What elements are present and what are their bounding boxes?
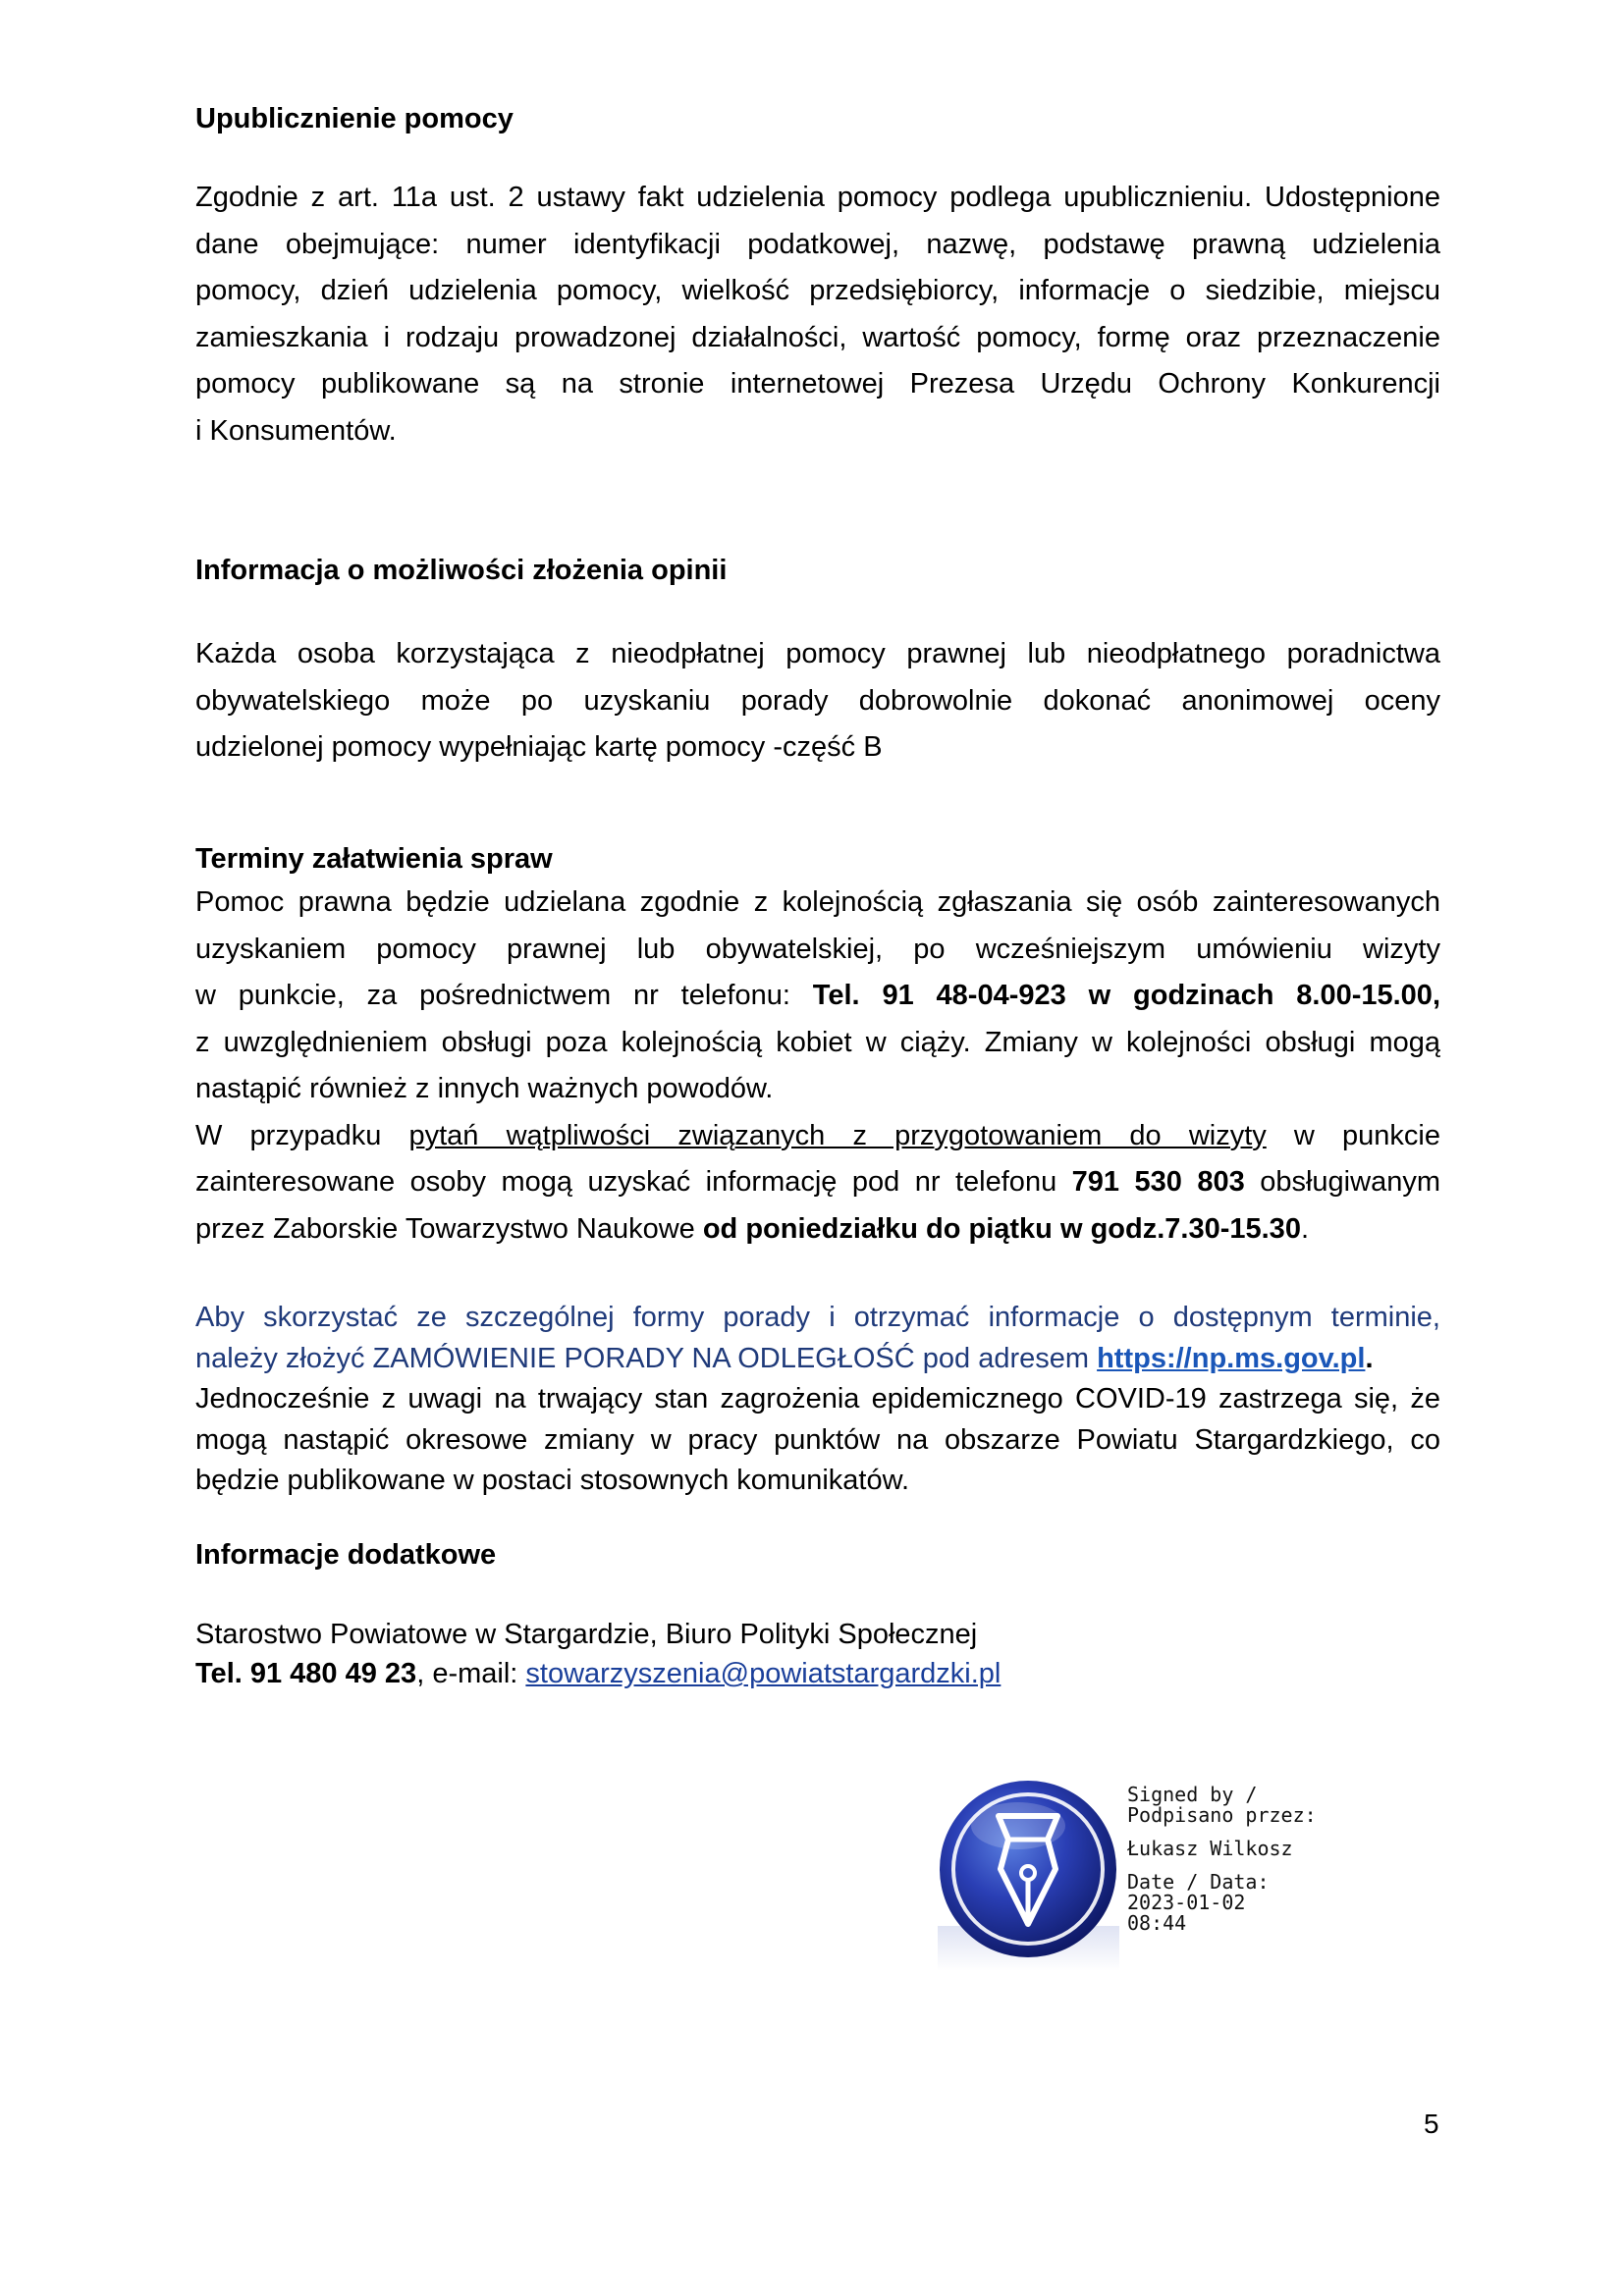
heading-upublicznienie: Upublicznienie pomocy	[195, 103, 514, 134]
signature-block	[1127, 1785, 1317, 1934]
heading-terminy: Terminy załatwienia spraw	[195, 843, 553, 875]
hours-bold: od poniedziałku do piątku w godz.7.30-15.30	[702, 1212, 1301, 1245]
text-segment: .	[1365, 1342, 1374, 1374]
phone-hours-bold: Tel. 91 48-04-923 w godzinach 8.00-15.00,	[812, 980, 1440, 1011]
date-label: Date / Data:	[1127, 1870, 1270, 1894]
text-line: Aby skorzystać ze szczególnej formy porady i otrzymać informacje o dostępnym terminie,	[195, 1302, 1440, 1333]
text-line	[195, 1113, 1440, 1160]
text-line: Starostwo Powiatowe w Stargardzie, Biuro Polityki Społecznej	[195, 1619, 978, 1650]
page-number: 5	[1424, 2109, 1439, 2139]
text-line: dane obejmujące: numer identyfikacji podatkowej, nazwę, podstawę prawną udzielenia	[195, 228, 1440, 260]
text-segment: zainteresowane osoby mogą uzyskać informację pod nr telefonu	[195, 1166, 1072, 1198]
text-segment: .	[1300, 1212, 1310, 1245]
fountain-pen-nib-icon	[938, 1779, 1119, 1971]
email-link[interactable]: stowarzyszenia@powiatstargardzki.pl	[525, 1658, 1001, 1689]
text-line: obywatelskiego może po uzyskaniu porady dobrowolnie dokonać anonimowej oceny	[195, 684, 1440, 717]
text-line: pomocy, dzień udzielenia pomocy, wielkość przedsiębiorcy, informacje o siedzibie, miejscu	[195, 275, 1440, 306]
phone-bold: Tel. 91 480 49 23	[195, 1658, 417, 1689]
text-line: i Konsumentów.	[195, 414, 397, 447]
text-line: zamieszkania i rodzaju prowadzonej działalności, wartość pomocy, formę oraz przeznaczenie	[195, 321, 1440, 353]
signature-time: 08:44	[1127, 1911, 1187, 1935]
text-segment: W przypadku	[195, 1119, 409, 1151]
signed-by-label: Signed by /	[1127, 1783, 1258, 1806]
text-line: Pomoc prawna będzie udzielana zgodnie z kolejnością zgłaszania się osób zainteresowanych	[195, 886, 1440, 918]
text-segment: należy złożyć ZAMÓWIENIE PORADY NA ODLEGŁOŚĆ pod adresem	[195, 1342, 1098, 1374]
heading-informacje-dodatkowe: Informacje dodatkowe	[195, 1539, 497, 1571]
text-line: Jednocześnie z uwagi na trwający stan zagrożenia epidemicznego COVID-19 zastrzega się, że	[195, 1383, 1440, 1415]
signed-by-label: Podpisano przez:	[1127, 1803, 1317, 1827]
text-line	[195, 1159, 1440, 1206]
signature-date: 2023-01-02	[1127, 1891, 1246, 1914]
text-line	[195, 973, 1440, 1020]
ms-gov-link[interactable]: https://np.ms.gov.pl	[1097, 1342, 1366, 1374]
text-segment: przez Zaborskie Towarzystwo Naukowe	[195, 1212, 703, 1245]
text-line: mogą nastąpić okresowe zmiany w pracy punktów na obszarze Powiatu Stargardzkiego, co	[195, 1423, 1440, 1456]
text-line: Każda osoba korzystająca z nieodpłatnej pomocy prawnej lub nieodpłatnego poradnictwa	[195, 638, 1440, 669]
paragraph-upublicznienie	[195, 175, 1440, 454]
text-line	[195, 1654, 1440, 1693]
text-line: udzielonej pomocy wypełniając kartę pomocy -część B	[195, 731, 883, 763]
text-line	[195, 1206, 1440, 1254]
text-line: z uwzględnieniem obsługi poza kolejnością kobiet w ciąży. Zmiany w kolejności obsługi mogą	[195, 1026, 1440, 1058]
paragraph-terminy	[195, 880, 1440, 1253]
paragraph-opinia	[195, 631, 1440, 772]
text-segment: , e-mail:	[416, 1658, 526, 1689]
text-segment: obsługiwanym	[1244, 1166, 1440, 1198]
text-segment: w punkcie, za pośrednictwem nr telefonu:	[195, 980, 813, 1011]
text-line: uzyskaniem pomocy prawnej lub obywatelskiej, po wcześniejszym umówieniu wizyty	[195, 933, 1440, 965]
heading-opinia: Informacja o możliwości złożenia opinii	[195, 555, 728, 586]
text-line: Zgodnie z art. 11a ust. 2 ustawy fakt udzielenia pomocy podlega upublicznieniu. Udostępnione	[195, 182, 1440, 213]
text-line	[195, 1339, 1440, 1380]
text-line: pomocy publikowane są na stronie internetowej Prezesa Urzędu Ochrony Konkurencji	[195, 368, 1440, 400]
phone-number-bold: 791 530 803	[1071, 1166, 1245, 1198]
text-segment: w punkcie	[1266, 1119, 1440, 1151]
signer-name: Łukasz Wilkosz	[1127, 1837, 1293, 1860]
underlined-text: pytań wątpliwości związanych z przygotowaniem do wizyty	[408, 1119, 1267, 1151]
paragraph-kontakt	[195, 1615, 1440, 1693]
text-line: nastąpić również z innych ważnych powodów.	[195, 1073, 774, 1104]
paragraph-covid	[195, 1298, 1440, 1502]
text-line: będzie publikowane w postaci stosownych komunikatów.	[195, 1465, 910, 1496]
